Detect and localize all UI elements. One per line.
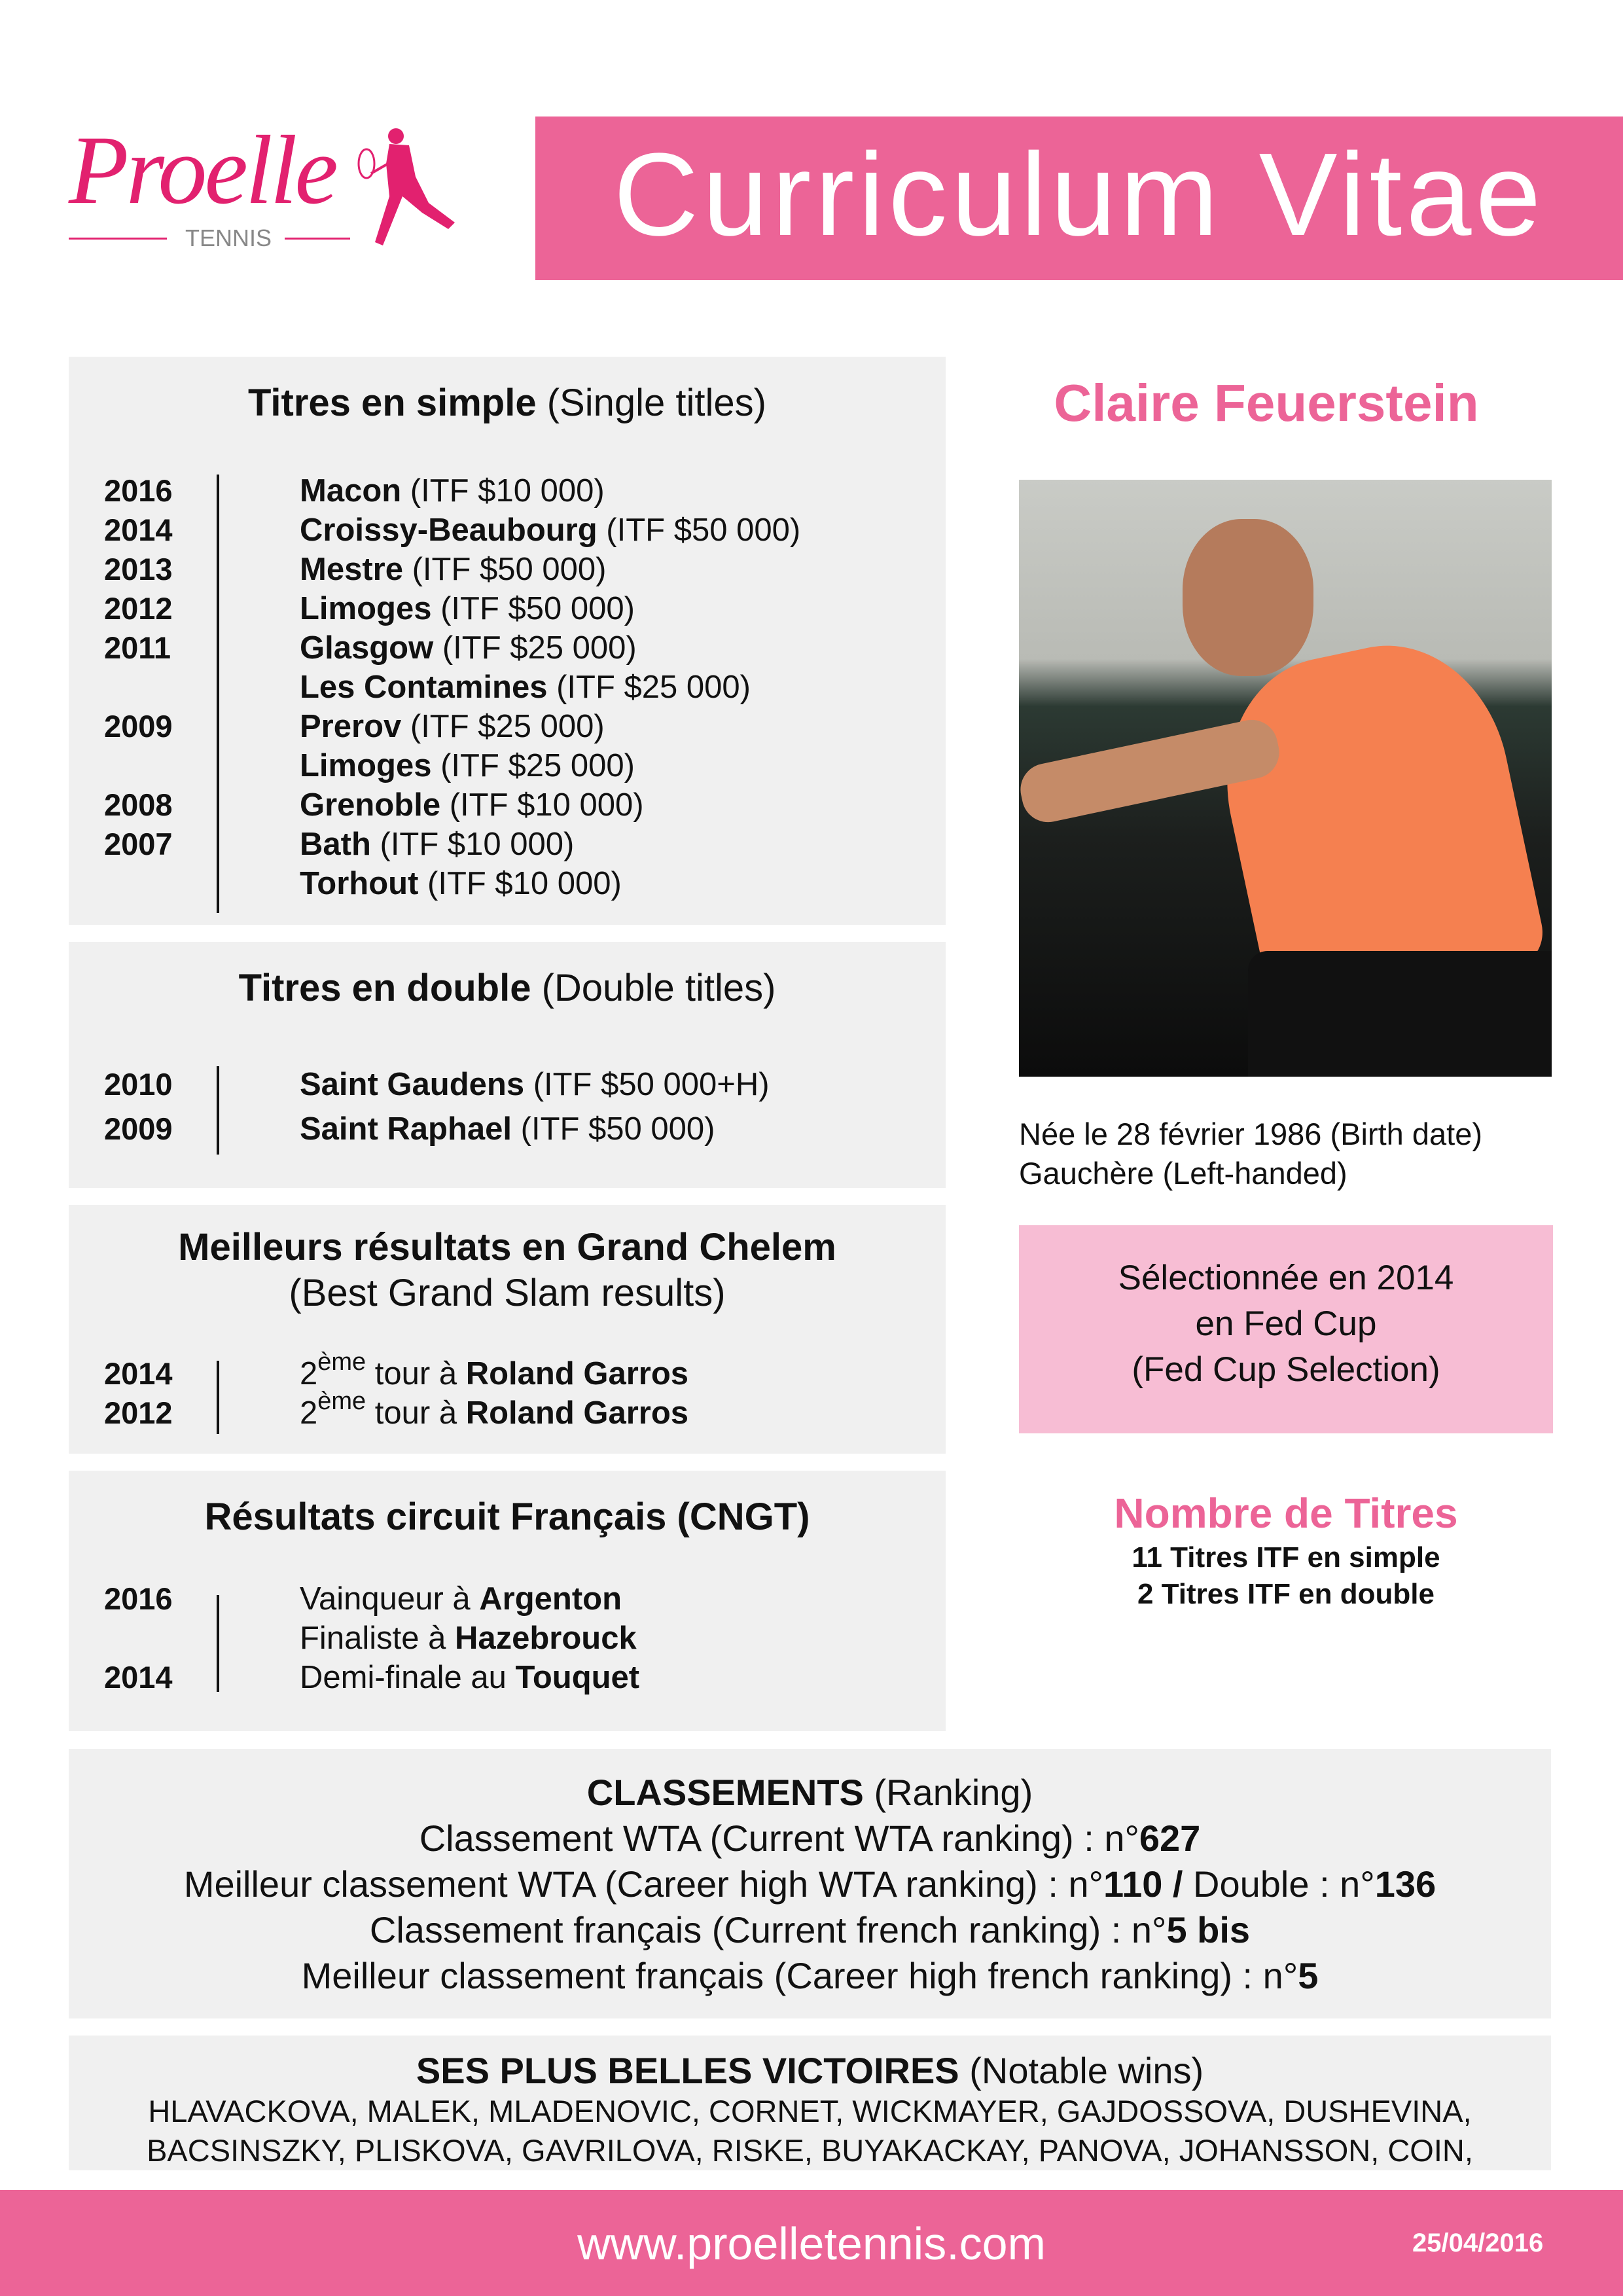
year: 2012 xyxy=(104,591,173,626)
result-text: tour à xyxy=(366,1356,466,1391)
list-item xyxy=(69,1658,946,1697)
single-titles-section xyxy=(69,357,946,925)
result-text: tour à xyxy=(366,1395,466,1431)
tournament-detail: (ITF $10 000) xyxy=(370,827,575,862)
entry xyxy=(300,825,574,864)
tournament-detail: (ITF $25 000) xyxy=(401,709,605,744)
titles-count-line: 11 Titres ITF en simple xyxy=(1132,1541,1440,1573)
tournament-name: Saint Raphael xyxy=(300,1111,512,1147)
result-text: Demi-finale au xyxy=(300,1660,516,1695)
handedness: Gauchère (Left-handed) xyxy=(1019,1156,1347,1191)
tournament-name: Prerov xyxy=(300,709,402,744)
logo xyxy=(69,116,461,255)
logo-divider-left xyxy=(69,238,167,240)
career-high-french-ranking: Meilleur classement français (Career high french ranking) : n°5 xyxy=(301,1955,1319,1996)
year: 2010 xyxy=(104,1067,173,1102)
fed-cup-box xyxy=(1019,1225,1553,1433)
tournament-name: Hazebrouck xyxy=(454,1621,637,1656)
entry xyxy=(300,1658,639,1697)
player-name: Claire Feuerstein xyxy=(1054,374,1479,432)
tournament-detail: (ITF $10 000) xyxy=(440,787,644,823)
list-item xyxy=(69,825,946,864)
fed-cup-line: en Fed Cup xyxy=(1195,1304,1377,1343)
list-item xyxy=(69,864,946,903)
footer xyxy=(0,2190,1623,2296)
tournament-name: Macon xyxy=(300,473,402,509)
page-title: Curriculum Vitae xyxy=(613,129,1545,260)
list-item xyxy=(69,785,946,825)
tournament-detail: (ITF $50 000) xyxy=(597,512,801,548)
entry xyxy=(300,589,635,628)
entry xyxy=(300,746,635,785)
list-item xyxy=(69,589,946,628)
tournament-detail: (ITF $25 000) xyxy=(433,630,637,666)
single-titles-heading: Titres en simple (Single titles) xyxy=(248,382,766,424)
year: 2009 xyxy=(104,709,173,744)
career-high-wta-ranking: Meilleur classement WTA (Career high WTA ranking) : n°110 / Double : n°136 xyxy=(183,1863,1436,1905)
year: 2013 xyxy=(104,552,173,586)
titles-count xyxy=(1019,1487,1553,1613)
entry xyxy=(300,1065,770,1104)
year: 2014 xyxy=(104,1660,173,1695)
entry xyxy=(300,1109,715,1149)
notable-wins-line: HLAVACKOVA, MALEK, MLADENOVIC, CORNET, WICKMAYER, GAJDOSSOVA, DUSHEVINA, xyxy=(148,2094,1472,2128)
tournament-name: Croissy-Beaubourg xyxy=(300,512,597,548)
list-item xyxy=(69,550,946,589)
entry xyxy=(300,785,644,825)
year: 2008 xyxy=(104,787,173,822)
list-item xyxy=(69,511,946,550)
notable-wins-heading: SES PLUS BELLES VICTOIRES (Notable wins) xyxy=(416,2050,1204,2091)
list-item xyxy=(69,1619,946,1658)
year: 2016 xyxy=(104,473,173,508)
tournament-detail: (ITF $25 000) xyxy=(547,670,751,705)
tournament-name: Les Contamines xyxy=(300,670,548,705)
tennis-player-icon xyxy=(357,124,461,249)
list-item xyxy=(69,471,946,511)
double-titles-heading: Titres en double (Double titles) xyxy=(238,967,776,1009)
entry xyxy=(300,668,751,707)
year: 2016 xyxy=(104,1581,173,1616)
tournament-detail: (ITF $50 000) xyxy=(512,1111,715,1147)
year: 2011 xyxy=(104,630,171,665)
entry xyxy=(300,511,800,550)
tournament-detail: (ITF $50 000) xyxy=(402,552,607,587)
entry xyxy=(300,707,605,746)
year: 2009 xyxy=(104,1111,173,1146)
tournament-name: Touquet xyxy=(515,1660,640,1695)
year: 2007 xyxy=(104,827,173,861)
tournament-name: Bath xyxy=(300,827,371,862)
entry xyxy=(300,471,605,511)
grand-slam-section xyxy=(69,1205,946,1454)
double-titles-section xyxy=(69,942,946,1188)
tournament-name: Limoges xyxy=(300,591,432,626)
header-banner xyxy=(535,117,1623,280)
tournament-name: Limoges xyxy=(300,748,432,783)
list-item xyxy=(69,1579,946,1619)
logo-divider-right xyxy=(285,238,350,240)
current-french-ranking: Classement français (Current french ranking) : n°5 bis xyxy=(369,1909,1251,1950)
current-wta-ranking: Classement WTA (Current WTA ranking) : n°627 xyxy=(419,1818,1201,1859)
list-item xyxy=(69,1388,946,1433)
tournament-name: Torhout xyxy=(300,866,419,901)
player-photo xyxy=(1019,480,1552,1077)
list-item xyxy=(69,707,946,746)
list-item xyxy=(69,746,946,785)
titles-count-heading: Nombre de Titres xyxy=(1114,1490,1458,1537)
document-date: 25/04/2016 xyxy=(1412,2229,1544,2257)
notable-wins-line: BACSINSZKY, PLISKOVA, GAVRILOVA, RISKE, BUYAKACKAY, PANOVA, JOHANSSON, COIN, xyxy=(147,2133,1473,2168)
round-suffix: ème xyxy=(317,1348,366,1376)
grand-slam-heading: Meilleurs résultats en Grand Chelem xyxy=(178,1226,836,1268)
rankings-section xyxy=(69,1749,1551,2018)
tournament-detail: (ITF $10 000) xyxy=(418,866,622,901)
list-item xyxy=(69,628,946,668)
result-text: Finaliste à xyxy=(300,1621,455,1656)
tournament-detail: (ITF $50 000) xyxy=(431,591,635,626)
website-link[interactable]: www.proelletennis.com xyxy=(577,2218,1046,2269)
year: 2014 xyxy=(104,1356,173,1391)
cngt-heading: Résultats circuit Français (CNGT) xyxy=(204,1496,810,1538)
tournament-name: Grenoble xyxy=(300,787,441,823)
tournament-name: Argenton xyxy=(479,1581,622,1617)
round-number: 2 xyxy=(300,1356,318,1391)
entry xyxy=(300,628,637,668)
fed-cup-line: Sélectionnée en 2014 xyxy=(1118,1259,1454,1297)
titles-count-line: 2 Titres ITF en double xyxy=(1137,1578,1435,1610)
tournament-detail: (ITF $50 000+H) xyxy=(524,1067,770,1102)
entry xyxy=(300,1388,689,1433)
list-item xyxy=(69,1065,946,1109)
entry xyxy=(300,550,606,589)
tournament-detail: (ITF $25 000) xyxy=(431,748,635,783)
year: 2012 xyxy=(104,1395,173,1430)
tournament-name: Mestre xyxy=(300,552,403,587)
rankings-heading: CLASSEMENTS (Ranking) xyxy=(586,1772,1033,1813)
year: 2014 xyxy=(104,512,173,547)
list-item xyxy=(69,668,946,707)
entry xyxy=(300,1579,622,1619)
tournament-name: Roland Garros xyxy=(465,1395,689,1431)
entry xyxy=(300,864,622,903)
logo-script: Proelle xyxy=(69,116,336,224)
tournament-detail: (ITF $10 000) xyxy=(401,473,605,509)
result-text: Vainqueur à xyxy=(300,1581,480,1617)
round-suffix: ème xyxy=(317,1388,366,1415)
tournament-name: Glasgow xyxy=(300,630,434,666)
tournament-name: Roland Garros xyxy=(465,1356,689,1391)
round-number: 2 xyxy=(300,1395,318,1431)
cngt-section xyxy=(69,1471,946,1731)
logo-sub: TENNIS xyxy=(185,224,272,251)
notable-wins-section xyxy=(69,2036,1551,2170)
grand-slam-subheading: (Best Grand Slam results) xyxy=(289,1272,726,1314)
fed-cup-line: (Fed Cup Selection) xyxy=(1132,1350,1440,1389)
list-item xyxy=(69,1348,946,1393)
list-item xyxy=(69,1109,946,1154)
tournament-name: Saint Gaudens xyxy=(300,1067,525,1102)
entry xyxy=(300,1619,637,1658)
birth-date: Née le 28 février 1986 (Birth date) xyxy=(1019,1117,1482,1151)
